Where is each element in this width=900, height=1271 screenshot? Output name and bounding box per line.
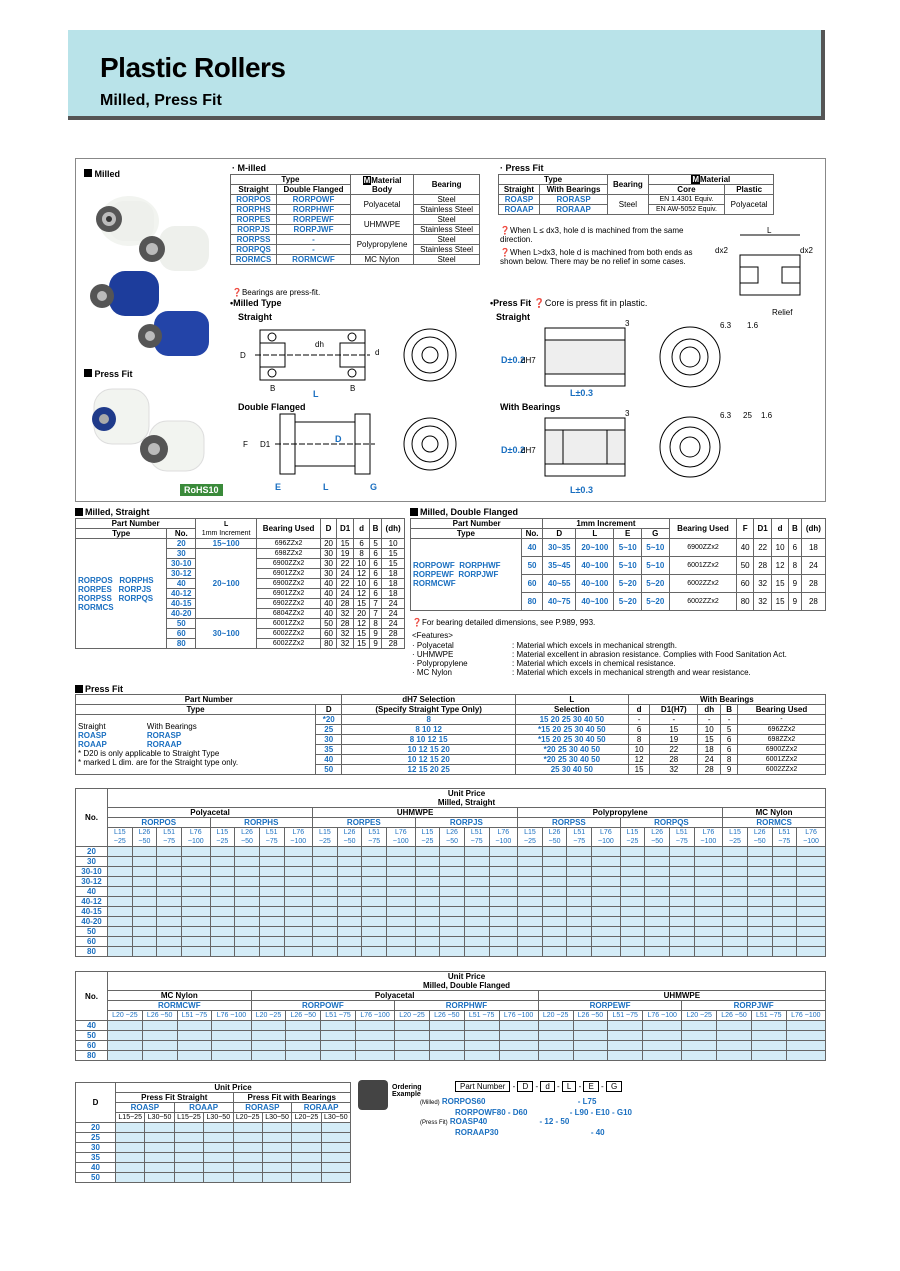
milled-label: Milled (94, 169, 121, 179)
svg-text:1.6: 1.6 (761, 411, 773, 420)
relief-drawing (700, 225, 825, 320)
price-table-milled-flanged: No. Unit Price Milled, Double Flanged MC Nylon Polyacetal UHMWPE RORMCWF RORPOWF RORPHWF RORPEWF RORPJWF L20 ~25 L26 ~50 L51 ~75 L76 ~100 L20 ~25 L26 ~50 L51 ~75 L76 ~100 L20 ~25 L26 ~50 L51 ~75 L76 ~100 L20 ~25 L26 ~50 L51 ~75 L76 ~100 L20 ~25 L26 ~50 L51 ~75 L76 ~100 40 50 60 80 (75, 971, 826, 1061)
svg-text:D1: D1 (260, 440, 271, 449)
svg-text:L±0.3: L±0.3 (570, 485, 593, 495)
svg-text:6.3: 6.3 (720, 321, 732, 330)
product-photo-panel (76, 159, 222, 501)
svg-text:dH7: dH7 (521, 446, 536, 455)
ordering-label: Ordering Example (392, 1084, 422, 1098)
svg-text:dx2: dx2 (800, 246, 813, 255)
page-header (68, 30, 825, 120)
ordering-format: Part Number - D - d - L - E - G (455, 1082, 622, 1091)
with-bearings-drawing (495, 408, 825, 498)
svg-text:3: 3 (625, 409, 630, 418)
pressfit-heading: •Press Fit ❓Core is press fit in plastic. (490, 298, 648, 308)
svg-text:dH7: dH7 (521, 356, 536, 365)
milled-material-table: Type MMaterial Body Bearing Straight Double Flanged RORPOS RORPOWF Polyacetal Steel RORPHS RORPHWF Stainless Steel RORPES RORPEWF UHMWPE Steel RORPJS RORPJWF Stainless Steel RORPSS - Polypropylene Steel RORPQS - Stainless Steel RORMCS RORMCWF MC Nylon Steel (230, 174, 480, 265)
price-table-milled-straight: No. Unit Price Milled, Straight Polyacetal UHMWPE Polypropylene MC Nylon RORPOS RORPHS RORPES RORPJS RORPSS RORPQS RORMCS L15 ~25 L26 ~50 L51 ~75 L76 ~100 L15 ~25 L26 ~50 L51 ~75 L76 ~100 L15 ~25 L26 ~50 L51 ~75 L76 ~100 L15 ~25 L26 ~50 L51 ~75 L76 ~100 L15 ~25 L26 ~50 L51 ~75 L76 ~100 L15 ~25 L26 ~50 L51 ~75 L76 ~100 L15 ~25 L26 ~50 L51 ~75 L76 ~100 20 30 30-10 30-12 40 40-12 40-15 40-20 50 60 80 (75, 788, 826, 957)
double-flanged-drawing (235, 412, 485, 497)
pressfit-note-2: ❓When L>dx3, hole d is machined from both ends as shown below. There may be no relief in some cases. (500, 248, 693, 266)
milled-material-title: · M-illed (232, 163, 266, 173)
milled-straight-title: Milled, Straight (75, 507, 150, 517)
bearing-dimension-note: ❓For bearing detailed dimensions, see P.989, 993. (412, 618, 596, 627)
milled-straight-label: Straight (238, 312, 273, 322)
press-fit-label: Press Fit (94, 369, 133, 379)
svg-text:d: d (375, 348, 380, 357)
with-bearings-label: With Bearings (500, 402, 561, 412)
pressfit-material-title: · Press Fit (500, 163, 544, 173)
milled-rollers-image (84, 181, 219, 366)
svg-text:B: B (350, 384, 356, 393)
milled-type-heading: •Milled Type (230, 298, 282, 308)
svg-text:D±0.2: D±0.2 (501, 355, 525, 365)
ordering-icon (358, 1080, 388, 1110)
svg-text:L: L (767, 226, 772, 235)
svg-text:6.3: 6.3 (720, 411, 732, 420)
pressfit-straight-label: Straight (496, 312, 531, 322)
svg-text:L: L (313, 389, 319, 399)
svg-text:Relief: Relief (772, 308, 793, 317)
svg-text:D: D (240, 351, 246, 360)
milled-flanged-table: Part Number 1mm Increment Bearing Used F D1 d B (dh) Type No. D L E G RORPOWF RORPHWF RORPEWF RORPJWF RORMCWF 40 30~35 20~100 5~10 5~10 6900ZZx2 40 22 10 6 18 50 35~45 40~100 5~10 5~10 6001ZZx2 50 28 12 8 24 60 40~55 40~100 5~20 5~20 6002ZZx2 60 32 15 9 28 80 40~75 40~100 5~20 5~20 6002ZZx2 80 32 15 9 28 (410, 518, 826, 611)
milled-straight-drawing (235, 325, 485, 400)
svg-text:L±0.3: L±0.3 (570, 388, 593, 398)
price-table-press-fit: D Unit Price Press Fit Straight Press Fit with Bearings ROASP ROAAP RORASP RORAAP L15~25 L30~50 L15~25 L30~50 L20~25 L30~50 L20~25 L30~50 20 25 30 35 40 50 (75, 1082, 351, 1183)
svg-text:3: 3 (625, 319, 630, 328)
ordering-examples: (Milled) RORPOS60 - L75 RORPOWF80 - D60 - L90 - E10 - G10 (Press Fit) ROASP40 - 12 - 50 RORAAP30 - 40 (420, 1097, 632, 1137)
features-list: · Polyacetal : Material which excels in mechanical strength. · UHMWPE : Material excellent in abrasion resistance. Complies with Food Sanitation Act. · Polypropylene : Material which excels in chemical resistance. · MC Nylon : Material which excels in mechanical strength and wear resistance. (412, 641, 787, 677)
rohs-badge: RoHS10 (180, 484, 223, 496)
svg-text:D: D (335, 434, 342, 444)
svg-text:B: B (270, 384, 276, 393)
milled-bearing-note: ❓Bearings are press-fit. (232, 288, 321, 297)
page-title: Plastic Rollers (100, 52, 286, 83)
press-fit-rollers-image (84, 381, 219, 486)
svg-text:dx2: dx2 (715, 246, 728, 255)
pressfit-straight-drawing (495, 318, 825, 398)
svg-text:dh: dh (315, 340, 324, 349)
svg-text:E: E (275, 482, 282, 492)
svg-text:25: 25 (743, 411, 752, 420)
milled-flanged-title: Milled, Double Flanged (410, 507, 518, 517)
press-fit-title: Press Fit (75, 684, 123, 694)
svg-text:L: L (323, 482, 329, 492)
svg-text:F: F (243, 440, 248, 449)
milled-straight-table: Part Number L 1mm Increment Bearing Used D D1 d B (dh) Type No. RORPOS RORPHS RORPES RORPJS RORPSS RORPQS RORMCS 20 15~100 696ZZx2 20 15 6 5 10 30 20~100 698ZZx2 30 19 8 6 15 30-10 6900ZZx2 30 22 10 6 15 30-12 6901ZZx2 30 24 12 6 18 40 6900ZZx2 40 22 10 6 18 40-12 6901ZZx2 40 24 12 6 18 40-15 6902ZZx2 40 28 15 7 24 40-20 6804ZZx2 40 32 20 7 24 50 30~100 6001ZZx2 50 28 12 8 24 60 6002ZZx2 60 32 15 9 28 80 6002ZZx2 80 32 15 9 28 (75, 518, 405, 649)
svg-text:D±0.2: D±0.2 (501, 445, 525, 455)
double-flanged-label: Double Flanged (238, 402, 306, 412)
svg-text:G: G (370, 482, 378, 492)
pressfit-material-table: Type Bearing MMaterial Straight With Bearings Core Plastic ROASP RORASP Steel EN 1.4301 Equiv. Polyacetal ROAAP RORAAP EN AW-5052 Equiv. (498, 174, 774, 215)
features-title: <Features> (412, 631, 453, 640)
press-fit-table: Part Number dH7 Selection L With Bearings Type D (Specify Straight Type Only) Selection d D1(H7) dh B Bearing Used Straight ROASP ROAAP With Bearings RORASP RORAAP * D20 is only applicable to Straight Type * marked L dim. are for the Straight type only. *20 8 15 20 25 30 40 50 - - - - - 25 8 10 12 *15 20 25 30 40 50 6 15 10 5 696ZZx2 30 8 10 12 15 *15 20 25 30 40 50 8 19 15 6 698ZZx2 35 10 12 15 20 *20 25 30 40 50 10 22 18 6 6900ZZx2 40 10 12 15 20 *20 25 30 40 50 12 28 24 8 6001ZZx2 50 12 15 20 25 25 30 40 50 15 32 28 9 6002ZZx2 (75, 694, 826, 775)
page-subtitle: Milled, Press Fit (100, 92, 222, 109)
svg-text:1.6: 1.6 (747, 321, 759, 330)
pressfit-note-1: ❓When L ≤ dx3, hole d is machined from the same direction. (500, 226, 684, 244)
